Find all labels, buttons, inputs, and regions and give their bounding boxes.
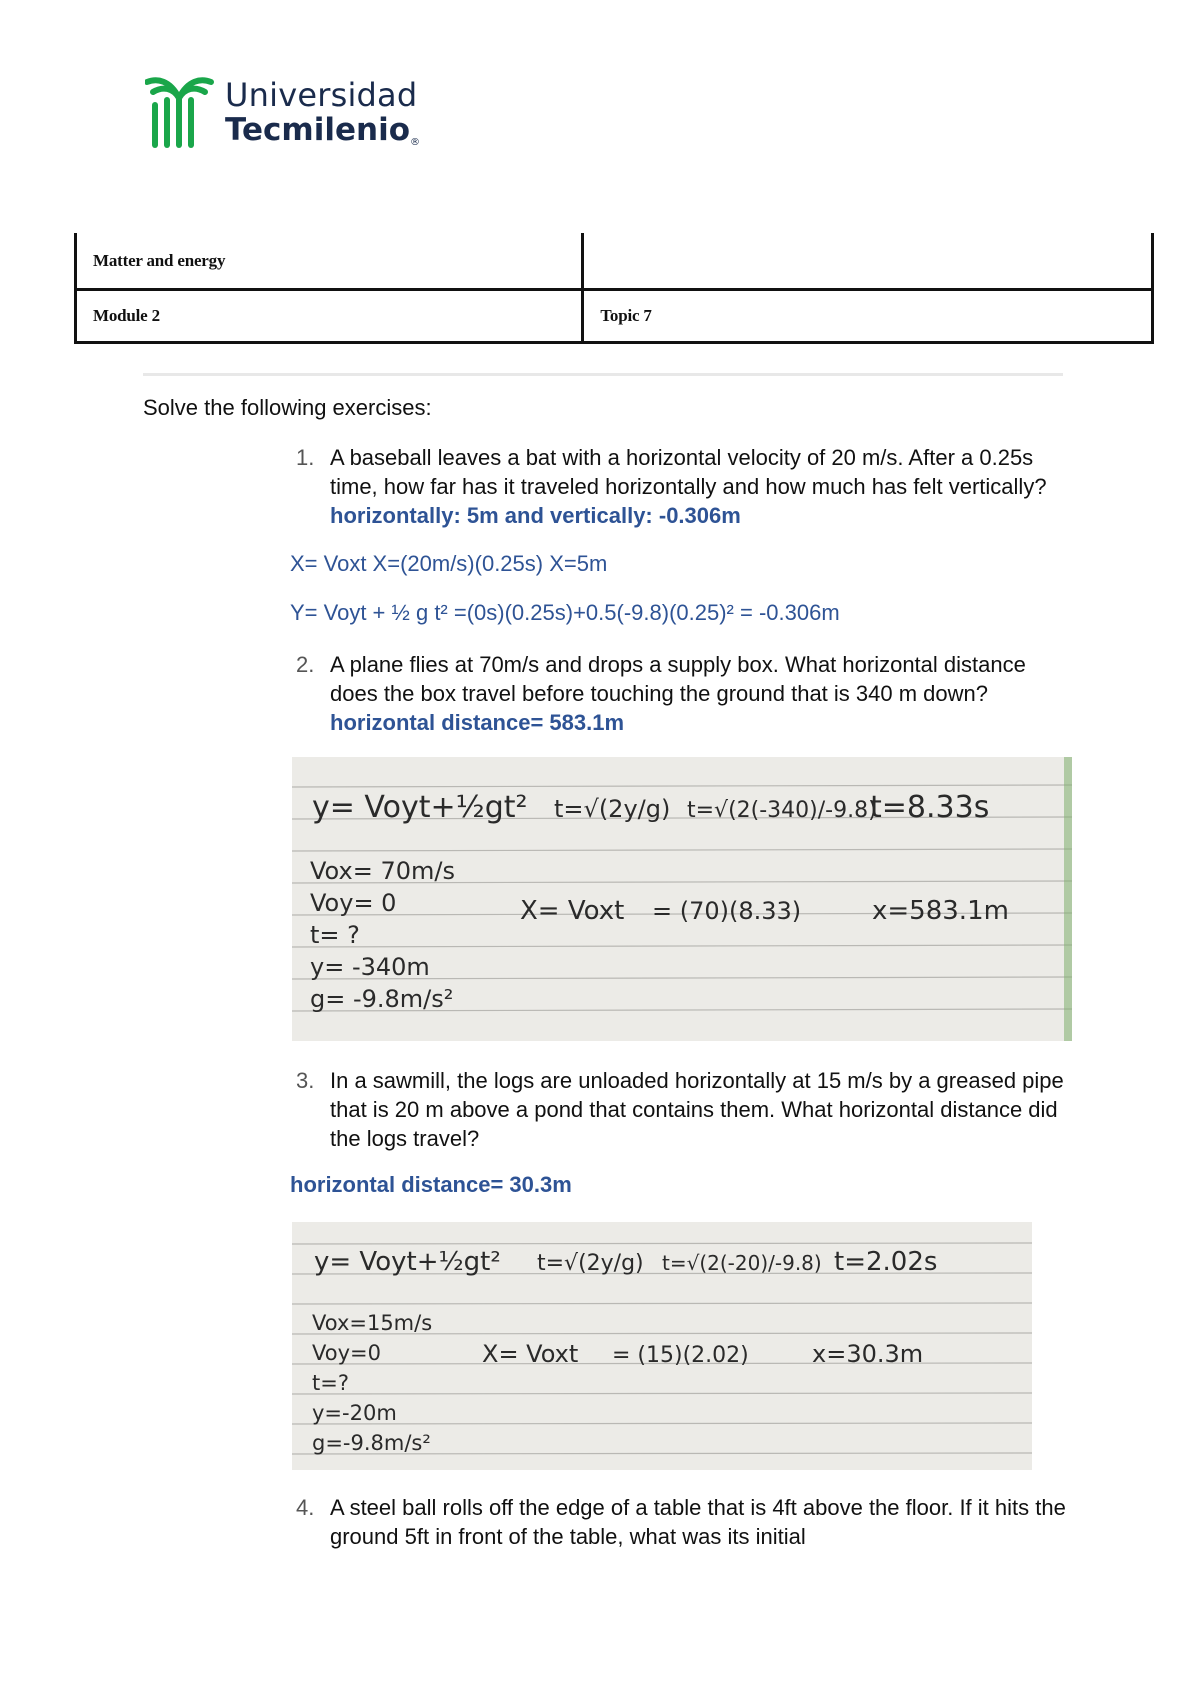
exercise-3-answer: horizontal distance= 30.3m (290, 1172, 572, 1197)
module-cell: Module 2 (76, 290, 583, 343)
hw-eq3: t=√(2(-20)/-9.8) (662, 1251, 822, 1275)
course-info-table (74, 233, 1154, 344)
hw-given-2: Voy=0 (312, 1341, 381, 1365)
exercise-answer: horizontal distance= 583.1m (330, 710, 625, 735)
exercise-number: 4. (296, 1495, 315, 1520)
empty-cell (583, 233, 1153, 290)
hw-eq2: t=√(2y/g) (554, 795, 671, 823)
hw-given-5: g= -9.8m/s² (310, 985, 454, 1013)
hw-given-3: t=? (312, 1371, 349, 1395)
hw-given-4: y= -340m (310, 953, 430, 981)
exercise-number: 2. (296, 652, 315, 677)
exercise-3 (296, 1066, 1070, 1153)
hw-given-5: g=-9.8m/s² (312, 1431, 431, 1455)
exercise-number: 1. (296, 445, 315, 470)
university-logo (145, 70, 425, 150)
hw-eq4: t=8.33s (870, 790, 990, 825)
formula-x: X= Voxt X=(20m/s)(0.25s) X=5m (290, 551, 608, 576)
notebook-page-image (292, 1222, 1032, 1470)
notebook-page-image (292, 757, 1072, 1041)
exercise-question: A plane flies at 70m/s and drops a supply box. What horizontal distance does the box travel before touching the ground that is 340 m down? (330, 652, 1026, 706)
exercise-question: A baseball leaves a bat with a horizontal velocity of 20 m/s. After a 0.25s time, how far has it traveled horizontally and how much has felt vertically? (330, 445, 1047, 499)
logo-mark-icon (145, 70, 225, 150)
handwritten-solution-photo-2 (292, 757, 1072, 1041)
exercise-question: A steel ball rolls off the edge of a table that is 4ft above the floor. If it hits the ground 5ft in front of the table, what was its initial (330, 1495, 1066, 1549)
formula-y: Y= Voyt + ½ g t² =(0s)(0.25s)+0.5(-9.8)(0.25)² = -0.306m (290, 600, 840, 625)
exercise-2 (296, 650, 1070, 737)
exercise-question: In a sawmill, the logs are unloaded horizontally at 15 m/s by a greased pipe that is 20 m above a pond that contains them. What horizontal distance did the logs travel? (330, 1068, 1064, 1151)
exercise-answer: horizontally: 5m and vertically: -0.306m (330, 503, 741, 528)
instructions: Solve the following exercises: (143, 395, 432, 420)
hw-eq3: t=√(2(-340)/-9.8) (687, 798, 877, 823)
hw-eq6: = (15)(2.02) (612, 1343, 749, 1368)
hw-eq5: X= Voxt (520, 896, 625, 926)
hw-eq1: y= Voyt+½gt² (314, 1247, 501, 1277)
logo-text-line2: Tecmilenio® (225, 112, 421, 148)
hw-result: x=583.1m (872, 896, 1009, 926)
hw-eq1: y= Voyt+½gt² (312, 790, 528, 825)
hw-eq4: t=2.02s (834, 1247, 938, 1277)
hw-given-1: Vox=15m/s (312, 1311, 433, 1335)
hw-eq6: = (70)(8.33) (652, 897, 802, 925)
topic-cell: Topic 7 (583, 290, 1153, 343)
divider (143, 373, 1063, 376)
hw-result: x=30.3m (812, 1340, 924, 1368)
hw-given-3: t= ? (310, 921, 360, 949)
hw-given-2: Voy= 0 (310, 889, 397, 917)
course-name-cell: Matter and energy (76, 233, 583, 290)
handwritten-solution-photo-3 (292, 1222, 1032, 1470)
logo-text-line1: Universidad (225, 76, 418, 114)
table-row (76, 290, 1153, 343)
exercise-1 (296, 443, 1070, 530)
hw-given-4: y=-20m (312, 1401, 397, 1425)
hw-eq5: X= Voxt (482, 1340, 579, 1368)
hw-eq2: t=√(2y/g) (537, 1251, 644, 1276)
hw-given-1: Vox= 70m/s (310, 857, 455, 885)
table-row (76, 233, 1153, 290)
exercise-number: 3. (296, 1068, 315, 1093)
exercise-4 (296, 1493, 1070, 1551)
